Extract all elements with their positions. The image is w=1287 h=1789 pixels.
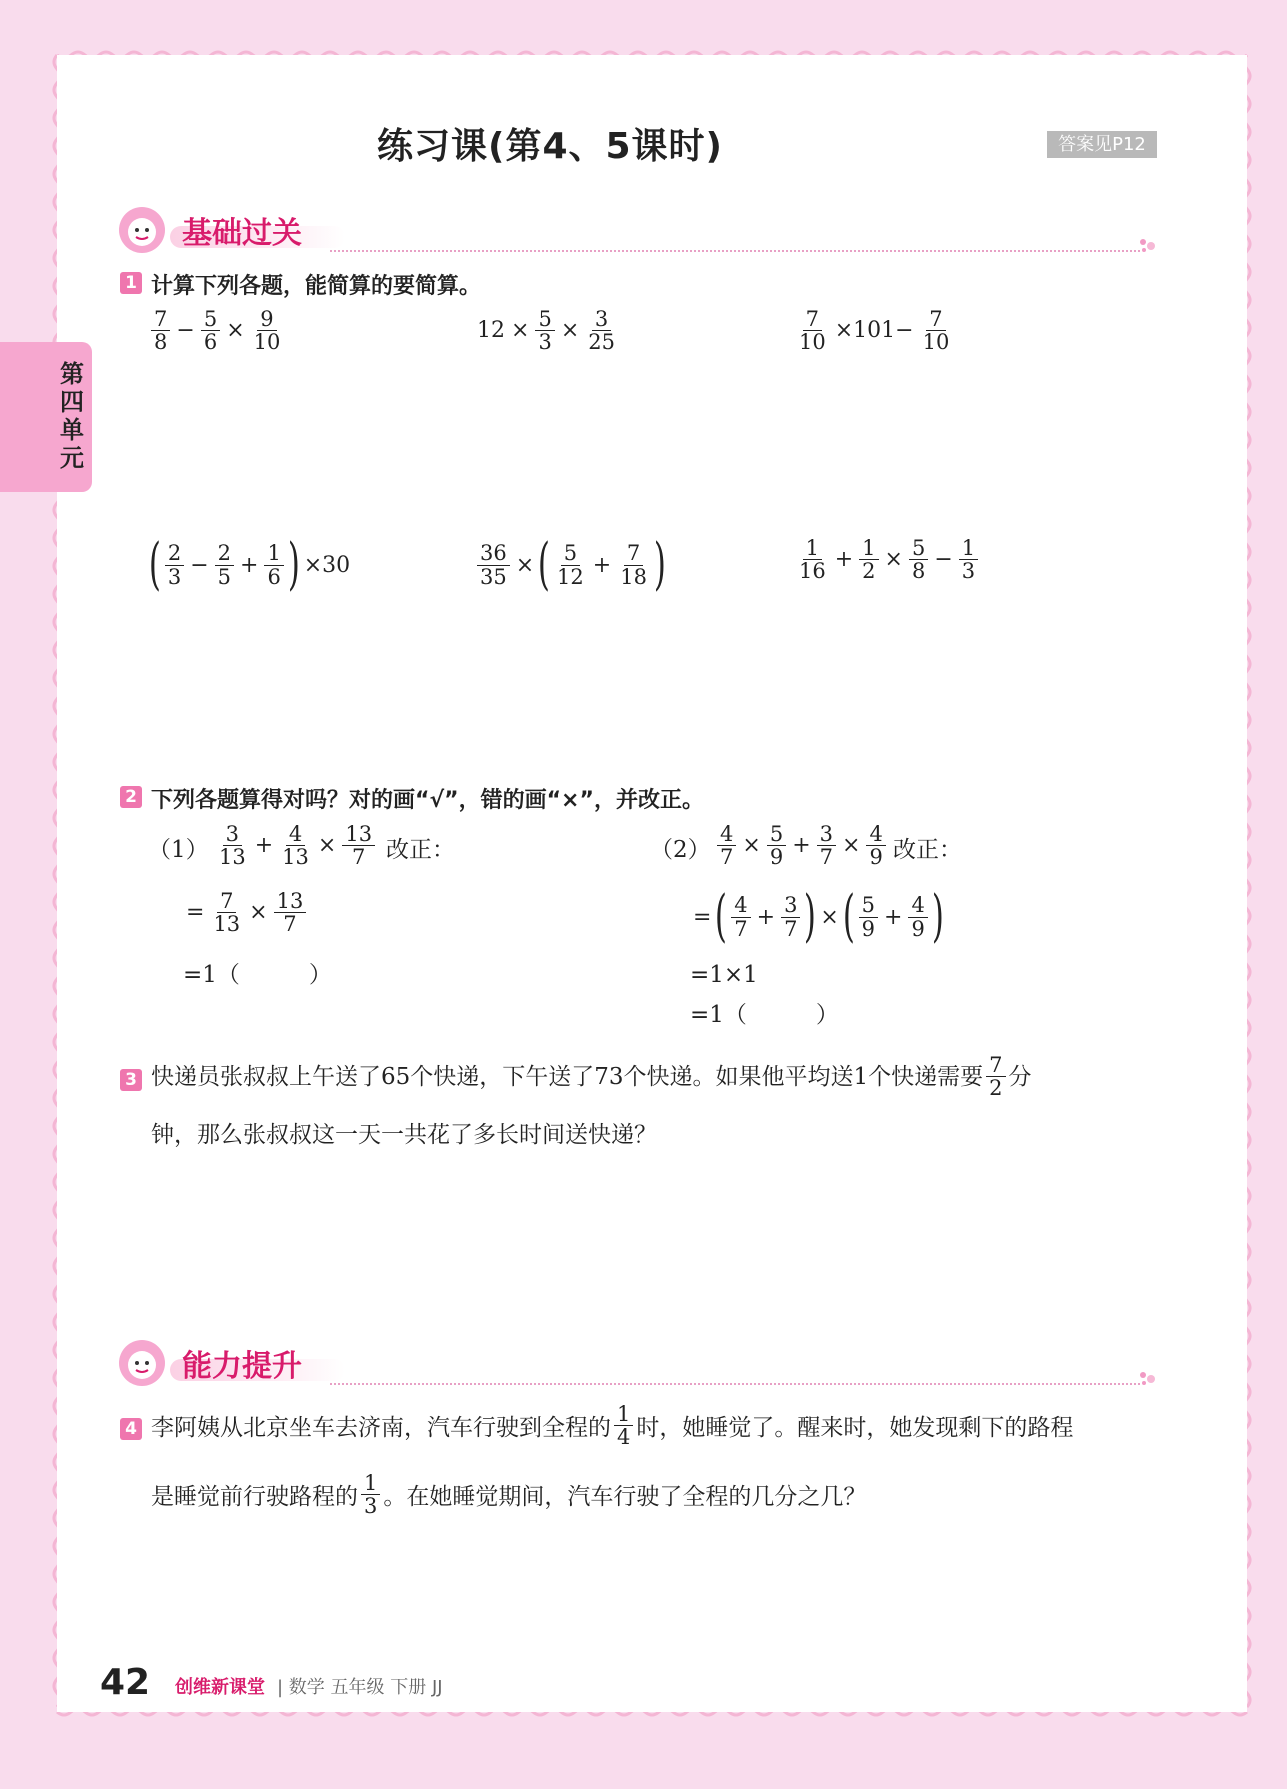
- math-token: ×: [515, 552, 535, 578]
- question-number: 2: [120, 786, 142, 808]
- math-token: ×: [560, 318, 580, 344]
- math-step: [183, 890, 309, 935]
- fraction: $\frac{9}{10}$: [253, 307, 281, 355]
- fraction: $\frac{5}{9}$: [859, 894, 878, 939]
- math-expression: [793, 537, 981, 582]
- fraction: $\frac{5}{3}$: [535, 308, 554, 353]
- fraction: $\frac{3}{7}$: [781, 894, 800, 939]
- math-expression: [148, 532, 353, 597]
- fraction: $\frac{7}{10}$: [922, 307, 950, 355]
- footer-brand: 创维新课堂: [175, 1677, 265, 1698]
- parenthesis: (: [148, 532, 161, 597]
- fraction: $\frac{36}{35}$: [477, 542, 510, 587]
- math-token: +: [254, 833, 274, 859]
- fraction: $\frac{4}{9}$: [866, 823, 885, 868]
- correction-label: 改正：: [386, 837, 455, 863]
- fraction: $\frac{5}{12}$: [557, 541, 584, 589]
- math-expression: [714, 823, 889, 868]
- math-token: −: [176, 318, 195, 344]
- fraction: $\frac{4}{9}$: [908, 894, 927, 939]
- parenthesis: (: [842, 884, 855, 949]
- fraction: $\frac{3}{13}$: [219, 822, 246, 870]
- question-number: 1: [120, 272, 142, 294]
- mascot-icon: [117, 1338, 167, 1388]
- math-token: +: [592, 552, 612, 578]
- math-step: =1（ ）: [690, 1002, 839, 1028]
- parenthesis: (: [715, 884, 728, 949]
- parenthesis: ): [287, 532, 300, 597]
- fraction: $\frac{1}{4}$: [614, 1403, 633, 1448]
- math-token: ×: [884, 547, 903, 573]
- math-token: ×: [742, 833, 761, 859]
- math-expression: [213, 823, 378, 868]
- math-token: 12: [477, 318, 505, 344]
- fraction: $\frac{1}{3}$: [959, 537, 978, 582]
- math-token: ×: [511, 318, 530, 344]
- math-token: =: [693, 904, 712, 930]
- answer-reference-badge: 答案见P12: [1047, 131, 1157, 158]
- math-token: ×: [249, 900, 268, 926]
- section-divider: [330, 1383, 1140, 1385]
- fraction: $\frac{7}{2}$: [986, 1054, 1005, 1099]
- fraction: $\frac{2}{5}$: [215, 542, 234, 587]
- question-line: 李阿姨从北京坐车去济南，汽车行驶到全程的 $\frac{1}{4}$ 时，她睡觉了。醒来时，她发现剩下的路程: [151, 1402, 1074, 1450]
- math-token: −: [190, 552, 209, 578]
- page-paper: [57, 55, 1247, 1712]
- parenthesis: ): [931, 884, 944, 949]
- question-number: 4: [120, 1418, 142, 1440]
- mascot-icon: [117, 205, 167, 255]
- math-step: =1×1: [690, 962, 758, 988]
- math-expression: [474, 532, 667, 597]
- math-token: =: [186, 900, 205, 926]
- dots-decoration-icon: [1138, 236, 1158, 260]
- fraction: $\frac{5}{6}$: [201, 308, 220, 353]
- parenthesis: ): [653, 532, 666, 597]
- math-expression: [474, 308, 621, 353]
- math-token: ×: [317, 833, 337, 859]
- question-number: 3: [120, 1069, 142, 1091]
- math-token: +: [792, 833, 811, 859]
- question-line: 快递员张叔叔上午送了65个快递，下午送了73个快递。如果他平均送1个快递需要 $\frac{7}{2}$ 分: [151, 1053, 1032, 1101]
- fraction: $\frac{7}{10}$: [799, 307, 826, 355]
- fraction: $\frac{7}{18}$: [620, 541, 647, 589]
- section-heading-advanced: 能力提升: [182, 1349, 302, 1384]
- fraction: $\frac{1}{2}$: [859, 537, 878, 582]
- math-token: ×30: [303, 552, 351, 578]
- fraction: $\frac{5}{9}$: [767, 823, 786, 868]
- math-token: ×: [226, 318, 245, 344]
- math-step: =1（ ）: [183, 962, 332, 988]
- page-title: 练习课(第4、5课时): [376, 126, 723, 167]
- math-token: ×: [842, 833, 861, 859]
- fraction: $\frac{7}{8}$: [151, 308, 170, 353]
- subquestion-label: （2）: [650, 837, 711, 863]
- fraction: $\frac{13}{7}$: [342, 823, 375, 868]
- fraction: $\frac{7}{13}$: [213, 889, 241, 937]
- fraction: $\frac{13}{7}$: [274, 890, 307, 935]
- fraction: $\frac{3}{25}$: [588, 307, 615, 355]
- math-step: [690, 884, 945, 949]
- dots-decoration-icon: [1138, 1369, 1158, 1393]
- math-token: +: [756, 904, 776, 930]
- math-token: ×: [820, 904, 839, 930]
- fraction: $\frac{4}{7}$: [731, 894, 750, 939]
- page-number: 42: [100, 1662, 151, 1703]
- question-text: 下列各题算得对吗？对的画“√”，错的画“×”，并改正。: [151, 788, 704, 813]
- math-expression: [148, 308, 286, 353]
- math-token: ×101−: [834, 318, 914, 344]
- math-token: −: [934, 547, 953, 573]
- math-token: +: [884, 904, 903, 930]
- math-expression: [793, 308, 955, 353]
- footer-info: | 数学 五年级 下册 JJ: [277, 1677, 443, 1698]
- fraction: $\frac{1}{3}$: [361, 1472, 380, 1517]
- parenthesis: ): [804, 884, 817, 949]
- fraction: $\frac{5}{8}$: [909, 537, 928, 582]
- section-heading-basic: 基础过关: [182, 216, 302, 251]
- math-token: +: [834, 547, 854, 573]
- correction-label: 改正：: [893, 837, 962, 863]
- section-divider: [330, 250, 1140, 252]
- fraction: $\frac{3}{7}$: [817, 823, 836, 868]
- fraction: $\frac{4}{7}$: [717, 823, 736, 868]
- fraction: $\frac{4}{13}$: [282, 822, 309, 870]
- question-line: 是睡觉前行驶路程的 $\frac{1}{3}$ 。在她睡觉期间，汽车行驶了全程的几分之几？: [151, 1471, 867, 1519]
- fraction: $\frac{2}{3}$: [165, 542, 184, 587]
- parenthesis: (: [538, 532, 551, 597]
- math-token: +: [240, 552, 259, 578]
- fraction: $\frac{1}{16}$: [799, 536, 826, 584]
- unit-side-tab-label: 第四单元: [60, 360, 84, 472]
- question-line: 钟，那么张叔叔这一天一共花了多长时间送快递？: [151, 1122, 657, 1148]
- question-text: 计算下列各题，能简算的要简算。: [151, 274, 482, 299]
- fraction: $\frac{1}{6}$: [264, 542, 283, 587]
- subquestion-label: （1）: [148, 837, 209, 863]
